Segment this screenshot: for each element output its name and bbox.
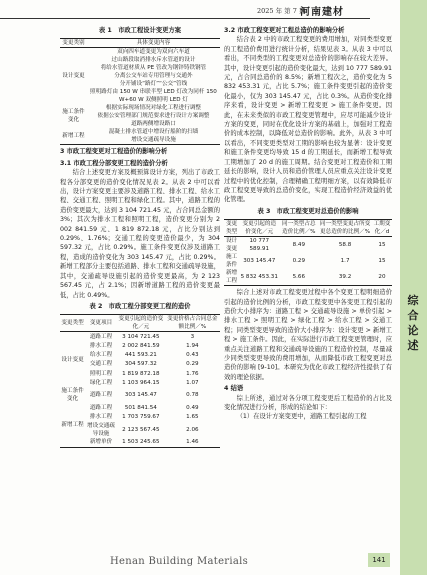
table1-cell: 双向四车道变更为双向六车道 [117, 49, 190, 56]
table2-cell: 1.76 [186, 370, 199, 377]
table2-header: 变更类型 [61, 320, 84, 327]
table2-cell: 排水工程 [89, 343, 113, 350]
sidebar-char: 综 [407, 294, 419, 307]
table3-cell: 5.66 [292, 274, 306, 281]
sidebar-char: 述 [407, 339, 419, 352]
table-row [60, 128, 220, 136]
table3-cell: 8.49 [292, 242, 306, 249]
left-column [60, 24, 220, 448]
table-row [60, 48, 220, 57]
table2-cell: 1 819 872.18 [122, 370, 160, 377]
table3-cell: 10 777 589.91 [249, 238, 270, 253]
table2-cell: 2.06 [186, 426, 199, 433]
table3-cell: 15 [378, 242, 386, 249]
table1-cell: 分开铺设“路灯”“公交”管线 [119, 81, 188, 88]
table2-cell: 1 103 964.15 [122, 379, 160, 386]
table1-cell: 照明路灯由 150 W 串联半型 LED 灯改为同杆 150 W+60 W 双侧照明 LED 灯 [90, 89, 217, 104]
footer-journal-title: Henan Building Materials [110, 556, 249, 567]
table2-cell: 道路工程 [89, 333, 113, 340]
paragraph: 综上所述，通过对各分项工程变更后工程造价的占比及变化情况进行分析，形成的结论如下： [224, 394, 392, 411]
table2-cell: 0.78 [186, 392, 199, 399]
table1-header: 具体变更内容 [136, 40, 171, 47]
table1-cell: 将给水管道材质从 PE 管改为钢锌铸铁钢管 [100, 65, 207, 72]
section-3-2-heading: 3.2 市政工程变更对工程总造价的影响分析 [224, 27, 345, 34]
table2-cell: 0.29 [186, 361, 199, 368]
table2-cell: 绿化工程 [89, 379, 113, 386]
running-header [0, 0, 427, 22]
table3-cell: 39.2 [338, 274, 352, 281]
table-row [60, 403, 220, 412]
table3-cell: 15 [378, 258, 386, 265]
table2-type: 设计变更 [61, 356, 84, 363]
table3-cell: 5 832 453.31 [240, 274, 278, 281]
table1-cell: 混凝土排水管道中增设行船阶的扫墙 [108, 129, 199, 136]
table1-cell: 道路两侧增设路口 [131, 121, 176, 128]
table2-cell: 1.07 [186, 379, 199, 386]
table2-cell: 0.43 [186, 352, 199, 359]
table1-header: 变更类别 [62, 40, 85, 47]
table2-header: 变更引起的造价变化／元 [118, 316, 164, 331]
table1-category: 新增工程 [62, 133, 85, 140]
table3-header: 变更类型 [225, 221, 238, 236]
table3-header: 工期变化／d [373, 221, 391, 236]
table-row [224, 269, 392, 286]
table3 [224, 219, 392, 286]
right-column [224, 24, 392, 422]
table-row [60, 332, 220, 342]
sidebar-char: 合 [407, 309, 419, 322]
table2-cell: 0.49 [186, 405, 199, 412]
table2-cell: 1 503 245.65 [122, 439, 160, 446]
table3-cell: 新增工程 [225, 270, 238, 285]
table-row [60, 387, 220, 403]
paragraph: （1）在设计方案变更中，道路工程引起的工程 [236, 413, 367, 421]
table3-cell: 1.7 [340, 258, 350, 265]
table2-cell: 1 703 759.67 [122, 414, 160, 421]
sidebar-label [404, 293, 422, 353]
table2-cell: 1.65 [186, 414, 199, 421]
table3-cell: 0.29 [292, 258, 306, 265]
table2-type: 新增工程 [61, 422, 84, 429]
table2-cell: 新增单价 [89, 439, 113, 446]
table2-cell: 1.94 [186, 343, 199, 350]
table2-cell: 交通工程 [89, 361, 113, 368]
table-row [60, 104, 220, 112]
table2-cell: 照明工程 [89, 370, 113, 377]
table2-header: 变更项目 [89, 320, 113, 327]
table1-cell: 分离公交车站专用管理与交通外 [114, 73, 193, 80]
table1-cell: 根据实际现场情况对绿化工程进行调整 [105, 105, 202, 112]
journal-name: 河南建材 [300, 7, 344, 18]
table1-cell: 依据公安管理部门规范要求进行设计方案调整 [97, 113, 210, 120]
table2-cell: 2 123 567.45 [122, 426, 160, 433]
table2-cell: 1.46 [186, 439, 199, 446]
table3-cell: 303 145.47 [243, 258, 276, 265]
page-number: 141 [368, 553, 390, 567]
table2-cell: 排水工程 [89, 414, 113, 421]
table3-cell: 设计变更 [225, 238, 238, 253]
table1-caption: 表 1 市政工程设计变更方案 [98, 27, 182, 34]
table1-category: 设计变更 [62, 73, 85, 80]
table2 [60, 314, 220, 448]
table3-header: 变更引起的造价变化／元 [242, 221, 277, 236]
table3-cell: 施工条件 [225, 254, 238, 269]
section-sidebar [400, 0, 427, 575]
table2-cell: 303 145.47 [124, 392, 157, 399]
table2-cell: 道路工程 [89, 392, 113, 399]
issue-label: 2025 年 第 7 期 [257, 7, 306, 15]
table2-cell: 3 [190, 333, 195, 340]
table2-cell: 304 597.32 [124, 361, 157, 368]
table3-cell: 20 [378, 274, 386, 281]
section-3-1-heading: 3.1 市政工程分部变更工程的造价分析 [60, 159, 168, 167]
table2-caption: 表 2 市政工程分部变更工程的造价 [89, 302, 191, 310]
table2-cell: 增设交通疏导设施 [87, 422, 115, 437]
table2-cell: 给水工程 [89, 352, 113, 359]
table1 [60, 38, 220, 145]
header-rule [0, 18, 370, 19]
table2-cell: 501 841.54 [124, 405, 157, 412]
table2-cell: 441 593.21 [124, 352, 157, 359]
table1-cell: 过山路段取消排水斥水管道的设计 [111, 57, 196, 64]
table3-caption: 表 3 市政工程变更对总造价的影响 [257, 207, 359, 215]
section-3-heading: 3 市政工程变更对工程造价的影响分析 [60, 148, 168, 156]
table2-cell: 2 002 841.59 [122, 343, 160, 350]
table2-cell: 道路工程 [89, 405, 113, 412]
table3-header: 同一类型变更占所变更总造价的比例／% [319, 221, 371, 236]
table2-type: 施工条件变化 [61, 388, 84, 403]
table2-header: 变更价格占合同总金额比例／% [167, 316, 218, 331]
paragraph: 综合上述对市政工程变更过程中各个变更工程明细造价引起的造价比例的分析，市政工程变更中各变更工程引起的造价大小排序为：道路工程 > 交通疏导设施 > 单价引起 > 排水工程 > 照明工程 > 绿化工程 > 给水工程 > 交通工程；同类型变更导致的造价大小排序为：设计变更 > 新增工程 > 施工条件。因此，在实际进行市政工程变更管理时，应重点关注道路工程和交通疏导设施的工程造价控制，尽量减少同类型变更导致的费用增加，从而降低市政工程变更对总造价的影响 [9-10]。本研究为优化市政工程经济性提供了有效的理论依据。 [224, 289, 392, 381]
table3-cell: 58.8 [338, 242, 352, 249]
table3-header: 同一类型占总造价比例／% [282, 221, 316, 236]
table1-cell: 增设交通疏导设施 [131, 137, 176, 144]
table-row [224, 253, 392, 269]
section-4-heading: 4 结语 [224, 385, 244, 393]
paragraph: 结合表 2 中的市政工程变更的费用增加，对同类型变更的工程造价费用进行统计分析，结果见表 3。从表 3 中可以看出，不同类型的工程变更对总造价的影响存在较大差异。其中，设计变更引起的造价变化最大，达到 10 777 589.91 元，占合同总造价的 8.5%；新增工程次之，造价变化为 5 832 453.31 元，占比 5.7%；施工条件变更引起的造价变化最小，仅为 303 145.47 元，占比 0.3%。从造价变化排序来看，设计变更 > 新增工程变更 > 施工条件变更。因此，在未来类似的市政工程变更管理中，应尽可能减少设计方案的变更，同时在优化设计方案的基础上，加强对工程造价的成本控制，以降低对总造价的影响。此外，从表 3 中可以看出，不同变更类型对工期的影响也较为显著：设计变更和施工条件变更均导致 15 d 的工期延长，而新增工程导致工期增加了 20 d 的施工周期。结合变更对工程造价和工期延长的影响，设计人员和造价管理人员应重点关注设计变更过程中的优化控制，合理精确工程明细方案，以有效降低市政工程变更导致的总造价变化，实现工程造价经济效益的优化管理。 [224, 36, 392, 204]
table-row [224, 237, 392, 254]
table1-category: 施工条件变化 [62, 109, 85, 124]
paragraph: 结合上述变更方案及概预算设计方案，列出了市政工程各分部变更的造价变化情况见表 2。从表 2 中可以看出，设计方案变更主要涉及道路工程、排水工程、给水工程、交通工程、照明工程和绿化工程。其中，道路工程的造价变更最大，达到 3 104 721.45 元，占合同总金额的 3%；其次为排水工程和照明工程，造价变更分别为 2 002 841.59 元、1 819 872.18 元，占比分别达到 0.29%、1.76%；交通工程的变更造价最少，为 304 597.32 元，占比 0.29%。施工条件变更仅涉及道路工程，造成的造价变化为 303 145.47 元，占比 0.29%。新增工程部分主要包括道路、排水工程和交通疏导设施，其中，交通疏导设施引起的造价变更最高，为 2 123 567.45 元，占 2.1%；因新增道路工程的造价变更最低，占比 0.49%。 [60, 169, 220, 299]
sidebar-char: 论 [407, 324, 419, 337]
table2-cell: 3 104 721.45 [122, 333, 160, 340]
